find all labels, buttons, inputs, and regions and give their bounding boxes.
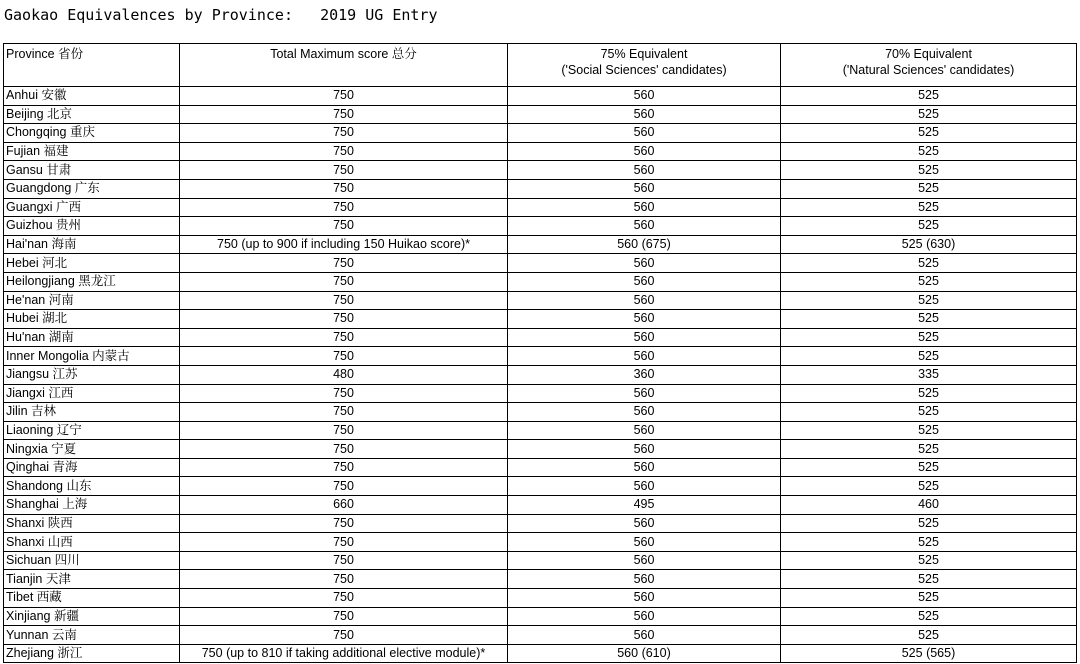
cell-total-max-score: 750 — [180, 105, 508, 124]
cell-total-max-score: 750 — [180, 384, 508, 403]
table-row — [4, 365, 1077, 384]
cell-75-equivalent: 560 — [508, 551, 781, 570]
cell-total-max-score: 750 — [180, 161, 508, 180]
cell-75-equivalent: 560 — [508, 142, 781, 161]
cell-70-equivalent: 525 — [781, 254, 1077, 273]
table-row — [4, 217, 1077, 236]
cell-total-max-score: 750 — [180, 607, 508, 626]
table-row — [4, 551, 1077, 570]
cell-75-equivalent: 560 — [508, 198, 781, 217]
table-row — [4, 440, 1077, 459]
table-header-row — [4, 44, 1077, 87]
cell-province: Tibet 西藏 — [4, 589, 180, 608]
cell-75-equivalent: 560 — [508, 570, 781, 589]
cell-75-equivalent: 560 — [508, 458, 781, 477]
cell-70-equivalent: 525 — [781, 514, 1077, 533]
cell-70-equivalent: 525 — [781, 179, 1077, 198]
table-row — [4, 310, 1077, 329]
table-row — [4, 179, 1077, 198]
header-70-line2: ('Natural Sciences' candidates) — [842, 63, 1015, 77]
cell-province: Shanxi 山西 — [4, 533, 180, 552]
table-row — [4, 87, 1077, 106]
cell-total-max-score: 750 — [180, 254, 508, 273]
cell-province: Hubei 湖北 — [4, 310, 180, 329]
cell-province: Hebei 河北 — [4, 254, 180, 273]
cell-province: Shanxi 陕西 — [4, 514, 180, 533]
cell-75-equivalent: 560 — [508, 179, 781, 198]
cell-70-equivalent: 525 — [781, 161, 1077, 180]
cell-total-max-score: 750 — [180, 514, 508, 533]
cell-total-max-score: 750 — [180, 533, 508, 552]
cell-70-equivalent: 525 — [781, 384, 1077, 403]
cell-province: Chongqing 重庆 — [4, 124, 180, 143]
cell-province: He'nan 河南 — [4, 291, 180, 310]
cell-75-equivalent: 560 — [508, 440, 781, 459]
cell-75-equivalent: 560 — [508, 533, 781, 552]
header-total-max-score: Total Maximum score 总分 — [180, 44, 508, 87]
cell-total-max-score: 750 — [180, 458, 508, 477]
header-75-equivalent — [508, 44, 781, 87]
cell-province: Guizhou 贵州 — [4, 217, 180, 236]
cell-75-equivalent: 360 — [508, 365, 781, 384]
cell-total-max-score: 750 — [180, 551, 508, 570]
cell-total-max-score: 750 — [180, 421, 508, 440]
table-row — [4, 272, 1077, 291]
cell-75-equivalent: 560 — [508, 124, 781, 143]
cell-70-equivalent: 525 — [781, 328, 1077, 347]
cell-75-equivalent: 560 — [508, 403, 781, 422]
header-75-line1: 75% Equivalent — [600, 47, 688, 61]
cell-70-equivalent: 335 — [781, 365, 1077, 384]
cell-province: Yunnan 云南 — [4, 626, 180, 645]
cell-province: Sichuan 四川 — [4, 551, 180, 570]
cell-75-equivalent: 560 — [508, 514, 781, 533]
cell-total-max-score: 750 — [180, 328, 508, 347]
table-row — [4, 235, 1077, 254]
cell-province: Hai'nan 海南 — [4, 235, 180, 254]
cell-75-equivalent: 560 — [508, 291, 781, 310]
cell-75-equivalent: 560 — [508, 217, 781, 236]
table-row — [4, 161, 1077, 180]
cell-total-max-score: 750 (up to 810 if taking additional elective module)* — [180, 644, 508, 663]
cell-70-equivalent: 525 — [781, 440, 1077, 459]
cell-70-equivalent: 525 — [781, 272, 1077, 291]
cell-total-max-score: 750 — [180, 179, 508, 198]
cell-province: Ningxia 宁夏 — [4, 440, 180, 459]
cell-province: Fujian 福建 — [4, 142, 180, 161]
cell-70-equivalent: 525 — [781, 626, 1077, 645]
cell-75-equivalent: 560 — [508, 105, 781, 124]
cell-total-max-score: 750 — [180, 142, 508, 161]
header-province: Province 省份 — [4, 44, 180, 87]
cell-total-max-score: 750 — [180, 347, 508, 366]
header-75-line2: ('Social Sciences' candidates) — [561, 63, 727, 77]
cell-province: Inner Mongolia 内蒙古 — [4, 347, 180, 366]
cell-total-max-score: 750 — [180, 310, 508, 329]
cell-total-max-score: 750 — [180, 87, 508, 106]
cell-70-equivalent: 525 — [781, 87, 1077, 106]
table-row — [4, 589, 1077, 608]
cell-province: Hu'nan 湖南 — [4, 328, 180, 347]
cell-province: Jilin 吉林 — [4, 403, 180, 422]
cell-70-equivalent: 525 — [781, 347, 1077, 366]
cell-total-max-score: 750 — [180, 403, 508, 422]
table-row — [4, 496, 1077, 515]
cell-75-equivalent: 560 — [508, 477, 781, 496]
cell-province: Zhejiang 浙江 — [4, 644, 180, 663]
cell-total-max-score: 480 — [180, 365, 508, 384]
cell-total-max-score: 660 — [180, 496, 508, 515]
table-row — [4, 421, 1077, 440]
cell-70-equivalent: 525 — [781, 607, 1077, 626]
table-row — [4, 644, 1077, 663]
cell-70-equivalent: 525 — [781, 403, 1077, 422]
table-row — [4, 105, 1077, 124]
cell-70-equivalent: 525 — [781, 310, 1077, 329]
table-row — [4, 198, 1077, 217]
cell-total-max-score: 750 — [180, 124, 508, 143]
table-row — [4, 328, 1077, 347]
cell-70-equivalent: 525 — [781, 551, 1077, 570]
table-row — [4, 607, 1077, 626]
cell-75-equivalent: 560 — [508, 272, 781, 291]
cell-province: Gansu 甘肃 — [4, 161, 180, 180]
table-row — [4, 514, 1077, 533]
cell-total-max-score: 750 — [180, 570, 508, 589]
cell-total-max-score: 750 — [180, 291, 508, 310]
cell-province: Shandong 山东 — [4, 477, 180, 496]
cell-province: Jiangxi 江西 — [4, 384, 180, 403]
cell-province: Xinjiang 新疆 — [4, 607, 180, 626]
cell-70-equivalent: 525 — [781, 217, 1077, 236]
table-row — [4, 533, 1077, 552]
cell-70-equivalent: 525 — [781, 458, 1077, 477]
cell-75-equivalent: 560 — [508, 254, 781, 273]
cell-province: Tianjin 天津 — [4, 570, 180, 589]
cell-70-equivalent: 460 — [781, 496, 1077, 515]
cell-75-equivalent: 560 — [508, 310, 781, 329]
cell-province: Guangxi 广西 — [4, 198, 180, 217]
cell-75-equivalent: 560 (610) — [508, 644, 781, 663]
cell-75-equivalent: 560 (675) — [508, 235, 781, 254]
cell-total-max-score: 750 — [180, 477, 508, 496]
cell-total-max-score: 750 — [180, 198, 508, 217]
cell-province: Liaoning 辽宁 — [4, 421, 180, 440]
cell-total-max-score: 750 — [180, 589, 508, 608]
table-row — [4, 403, 1077, 422]
table-row — [4, 142, 1077, 161]
cell-70-equivalent: 525 — [781, 124, 1077, 143]
cell-70-equivalent: 525 — [781, 477, 1077, 496]
equivalence-table — [3, 43, 1077, 663]
cell-70-equivalent: 525 — [781, 105, 1077, 124]
table-row — [4, 254, 1077, 273]
cell-70-equivalent: 525 (565) — [781, 644, 1077, 663]
cell-province: Heilongjiang 黑龙江 — [4, 272, 180, 291]
cell-total-max-score: 750 — [180, 217, 508, 236]
cell-75-equivalent: 560 — [508, 589, 781, 608]
page-title: Gaokao Equivalences by Province: 2019 UG Entry — [4, 6, 438, 24]
table-row — [4, 477, 1077, 496]
header-70-line1: 70% Equivalent — [885, 47, 972, 61]
cell-75-equivalent: 560 — [508, 87, 781, 106]
cell-70-equivalent: 525 — [781, 570, 1077, 589]
table-row — [4, 570, 1077, 589]
cell-75-equivalent: 560 — [508, 626, 781, 645]
header-70-equivalent — [781, 44, 1077, 87]
table-row — [4, 458, 1077, 477]
cell-province: Shanghai 上海 — [4, 496, 180, 515]
cell-total-max-score: 750 (up to 900 if including 150 Huikao score)* — [180, 235, 508, 254]
table-row — [4, 384, 1077, 403]
cell-province: Anhui 安徽 — [4, 87, 180, 106]
cell-province: Qinghai 青海 — [4, 458, 180, 477]
cell-75-equivalent: 560 — [508, 607, 781, 626]
cell-70-equivalent: 525 — [781, 198, 1077, 217]
cell-75-equivalent: 560 — [508, 384, 781, 403]
table-row — [4, 626, 1077, 645]
cell-total-max-score: 750 — [180, 272, 508, 291]
cell-75-equivalent: 560 — [508, 421, 781, 440]
cell-70-equivalent: 525 — [781, 421, 1077, 440]
cell-province: Guangdong 广东 — [4, 179, 180, 198]
table-row — [4, 347, 1077, 366]
cell-province: Jiangsu 江苏 — [4, 365, 180, 384]
cell-70-equivalent: 525 — [781, 291, 1077, 310]
table-row — [4, 291, 1077, 310]
cell-70-equivalent: 525 — [781, 533, 1077, 552]
cell-70-equivalent: 525 (630) — [781, 235, 1077, 254]
cell-70-equivalent: 525 — [781, 589, 1077, 608]
cell-total-max-score: 750 — [180, 440, 508, 459]
cell-70-equivalent: 525 — [781, 142, 1077, 161]
cell-75-equivalent: 560 — [508, 328, 781, 347]
cell-75-equivalent: 560 — [508, 161, 781, 180]
cell-total-max-score: 750 — [180, 626, 508, 645]
cell-province: Beijing 北京 — [4, 105, 180, 124]
cell-75-equivalent: 495 — [508, 496, 781, 515]
cell-75-equivalent: 560 — [508, 347, 781, 366]
table-row — [4, 124, 1077, 143]
